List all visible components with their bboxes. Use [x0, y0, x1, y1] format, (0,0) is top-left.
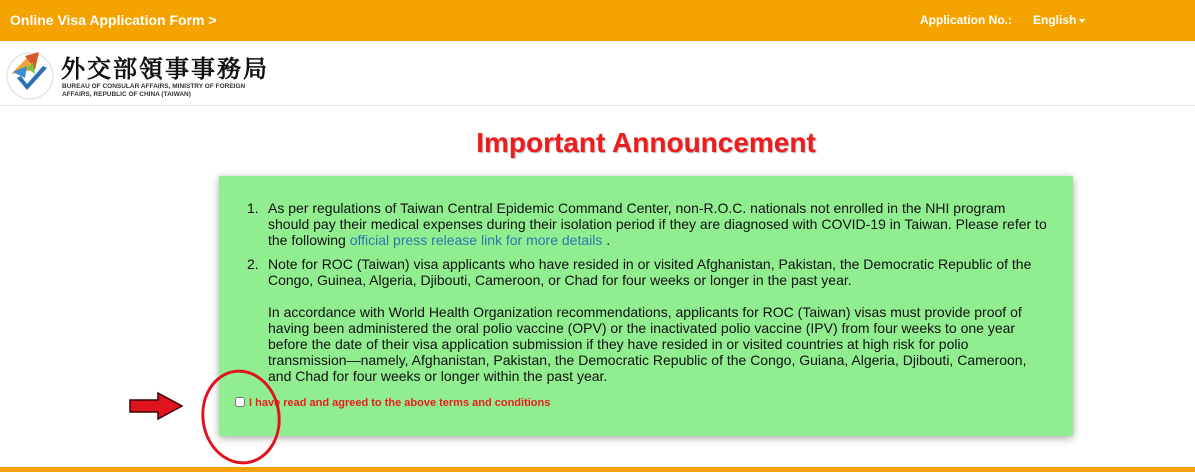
online-visa-application-link[interactable]: Online Visa Application Form > [10, 12, 217, 28]
red-circle-highlight [197, 364, 285, 470]
application-number-label: Application No.: [920, 13, 1012, 27]
caret-down-icon [1079, 19, 1085, 23]
announcement-title: Important Announcement [476, 127, 816, 158]
press-release-link[interactable]: official press release link for more details [349, 232, 603, 248]
logo-english-line: AFFAIRS, REPUBLIC OF CHINA (TAIWAN) [62, 91, 191, 98]
announcement-list [247, 200, 1049, 384]
logo-english-line: BUREAU OF CONSULAR AFFAIRS, MINISTRY OF FOREIGN [62, 83, 246, 90]
agree-terms-label: I have read and agreed to the above terms and conditions [249, 397, 551, 409]
item-number: 1. [247, 200, 259, 216]
item-paragraph: Note for ROC (Taiwan) visa applicants who have resided in or visited Afghanistan, Pakistan, the Democratic Republic of the Congo, Guinea, Algeria, Djibouti, Cameroon, or Chad for four weeks or longer in the past year. [268, 256, 1032, 288]
site-header [0, 41, 1195, 106]
language-dropdown[interactable] [1033, 13, 1085, 27]
bureau-logo-icon [5, 46, 55, 100]
logo-english-text [62, 83, 302, 99]
announcement-item [247, 256, 1049, 384]
announcement-item [247, 200, 1049, 248]
announcement-box [219, 176, 1073, 436]
item-text: As per regulations of Taiwan Central Epidemic Command Center, non-R.O.C. nationals not enrolled in the NHI program should pay their medical expenses during their isolation period if they are diagnosed with COVID-19 in Taiwan. Please refer to the following [268, 200, 1047, 248]
bottom-bar [0, 467, 1195, 472]
item-paragraph: In accordance with World Health Organization recommendations, applicants for ROC (Taiwan) visas must provide proof of having been administered the oral polio vaccine (OPV) or the inactivated polio vaccine (IPV) from four weeks to one year before the date of their visa application submission if they have resided in or visited countries at high risk for polio transmission—namely, Afghanistan, Pakistan, the Democratic Republic of the Congo, Guiana, Algeria, Djibouti, Cameroon, and Chad for four weeks or longer within the past year. [268, 304, 1027, 384]
item-number: 2. [247, 256, 259, 272]
language-label: English [1033, 13, 1077, 27]
logo-chinese-text: 外交部領事事務局 [61, 54, 269, 83]
red-arrow-icon [128, 390, 184, 422]
top-navbar [0, 0, 1195, 41]
item-suffix: . [602, 232, 611, 248]
